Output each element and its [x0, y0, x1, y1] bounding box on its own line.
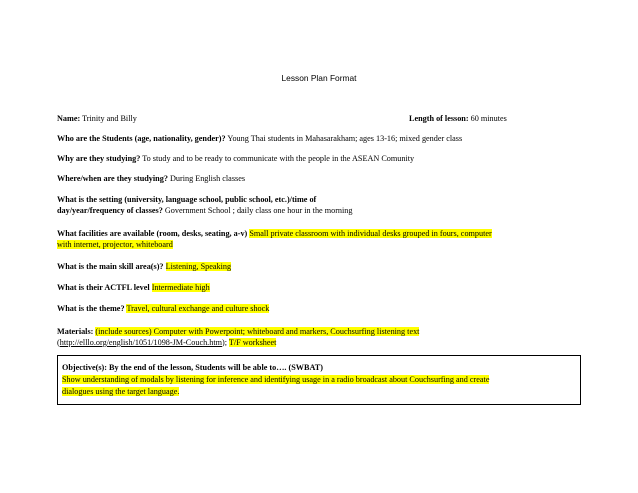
- objective-text-1: Show understanding of modals by listening for inference and identifying usage in a radio broadcast about Couchsurfing and create: [62, 375, 490, 384]
- name-value: Trinity and Billy: [82, 114, 137, 123]
- facilities-value-1: Small private classroom with individual desks grouped in fours, computer: [249, 229, 492, 238]
- objective-label: Objective(s): By the end of the lesson, Students will be able to…. (SWBAT): [62, 363, 323, 372]
- theme-value: Travel, cultural exchange and culture shock: [126, 304, 270, 313]
- theme-label: What is the theme?: [57, 304, 125, 313]
- setting-value: Government School ; daily class one hour in the morning: [164, 206, 353, 215]
- materials-worksheet: T/F worksheet: [228, 338, 277, 347]
- students-value: Young Thai students in Mahasarakham; ages 13-16; mixed gender class: [227, 134, 463, 143]
- why-value: To study and to be ready to communicate with the people in the ASEAN Comunity: [142, 154, 415, 163]
- students-label: Who are the Students (age, nationality, gender)?: [57, 134, 226, 143]
- length-value: 60 minutes: [470, 114, 507, 123]
- length-label: Length of lesson:: [409, 114, 469, 123]
- name-row: [57, 113, 137, 124]
- materials-row-2: [57, 337, 276, 348]
- setting-label-1: What is the setting (university, language school, public school, etc.)/time of: [57, 195, 317, 204]
- materials-label: Materials:: [57, 327, 94, 336]
- page-title: Lesson Plan Format: [281, 73, 357, 83]
- why-row: [57, 153, 414, 164]
- actfl-value: Intermediate high: [151, 283, 210, 292]
- setting-row-1: [57, 194, 316, 205]
- facilities-row-1: [57, 228, 492, 239]
- materials-row-1: [57, 326, 419, 337]
- facilities-row-2: [57, 239, 173, 250]
- where-label: Where/when are they studying?: [57, 174, 168, 183]
- name-label: Name:: [57, 114, 81, 123]
- skill-row: [57, 261, 231, 272]
- facilities-value-2: with internet, projector, whiteboard: [57, 240, 173, 249]
- materials-link-close: );: [221, 338, 227, 347]
- objective-text-2: dialogues using the target language.: [62, 387, 180, 396]
- students-row: [57, 133, 462, 144]
- where-row: [57, 173, 245, 184]
- skill-label: What is the main skill area(s)?: [57, 262, 164, 271]
- materials-link[interactable]: http://elllo.org/english/1051/1098-JM-Couch.htm: [59, 338, 222, 347]
- setting-row-2: [57, 205, 352, 216]
- objective-line-2: [62, 386, 576, 398]
- materials-value: (include sources) Computer with Powerpoint; whiteboard and markers, Couchsurfing listening text: [95, 327, 420, 336]
- theme-row: [57, 303, 269, 314]
- length-row: [409, 113, 507, 124]
- skill-value: Listening, Speaking: [165, 262, 232, 271]
- objective-box: [57, 355, 581, 405]
- where-value: During English classes: [169, 174, 246, 183]
- facilities-label: What facilities are available (room, desks, seating, a-v): [57, 229, 248, 238]
- objective-line-1: [62, 374, 576, 386]
- setting-label-2: day/year/frequency of classes?: [57, 206, 163, 215]
- actfl-row: [57, 282, 210, 293]
- why-label: Why are they studying?: [57, 154, 141, 163]
- materials-link-open: (: [57, 338, 60, 347]
- actfl-label: What is their ACTFL level: [57, 283, 150, 292]
